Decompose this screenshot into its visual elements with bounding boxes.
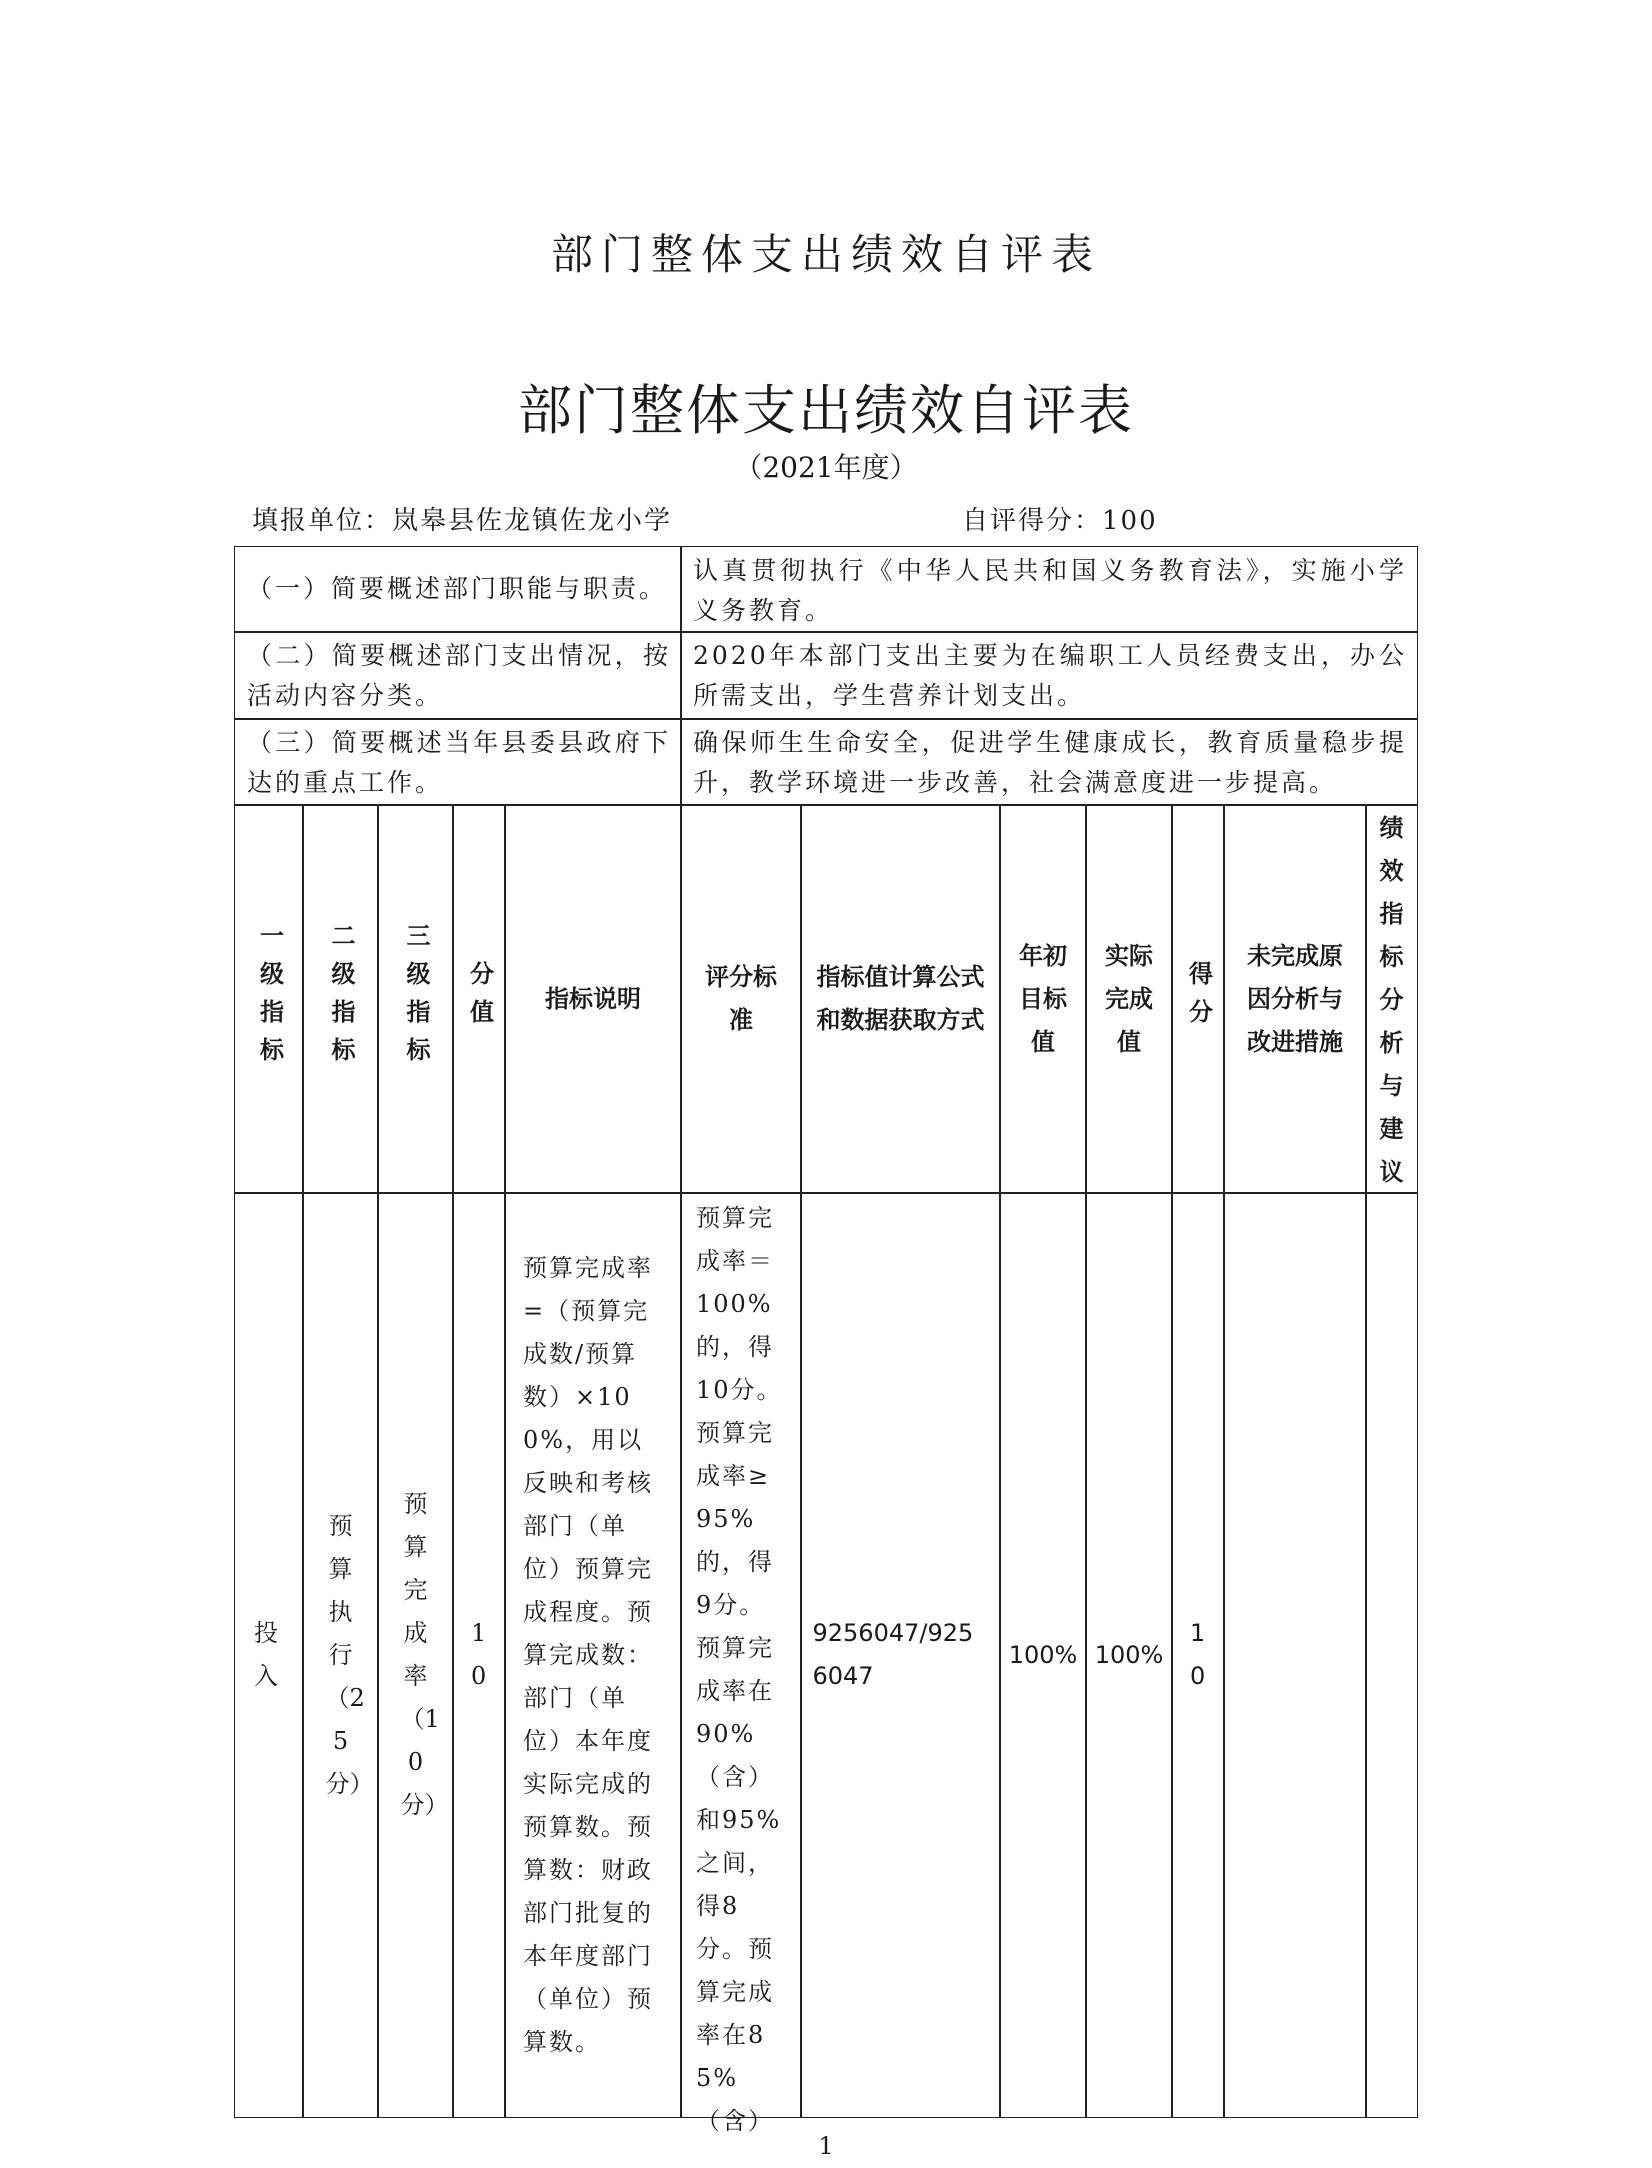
header-target-text: 年初目标值 — [1019, 941, 1067, 1056]
header-score-value-text: 分值 — [465, 961, 494, 1037]
header-level1 — [234, 804, 304, 1194]
document-title: 部门整体支出绩效自评表 — [518, 379, 1134, 442]
row-level3 — [377, 1192, 454, 2118]
self-score: 自评得分：100 — [962, 506, 1158, 536]
summary-content-cell — [680, 631, 1418, 720]
row-target-text: 100% — [1008, 1640, 1078, 1669]
row-actual — [1085, 1192, 1173, 2118]
document-year: （2021年度） — [734, 451, 918, 484]
row-level2 — [302, 1192, 379, 2118]
header-level2 — [302, 804, 379, 1194]
row-target — [999, 1192, 1087, 2118]
row-score-text: 10 — [1190, 1619, 1206, 1690]
fill-unit: 填报单位：岚皋县佐龙镇佐龙小学 — [252, 506, 673, 536]
summary-label-cell — [234, 546, 682, 633]
row-formula-text: 9256047/9256047 — [812, 1619, 974, 1690]
row-criteria — [680, 1192, 802, 2135]
row-level3-text: 预算完成率（10分） — [400, 1490, 449, 1819]
page-header: 部门整体支出绩效自评表 — [550, 230, 1101, 279]
header-formula — [800, 804, 1001, 1194]
header-score-value — [452, 804, 506, 1194]
summary-label: （三）简要概述当年县委县政府下达的重点工作。 — [247, 728, 671, 797]
row-actual-text: 100% — [1094, 1640, 1164, 1669]
header-level1-text: 一级指标 — [255, 923, 284, 1075]
header-reason — [1223, 804, 1367, 1194]
header-score — [1171, 804, 1225, 1194]
header-level3-text: 三级指标 — [402, 923, 430, 1075]
row-score-value-text: 10 — [471, 1619, 487, 1690]
summary-label-cell — [234, 631, 682, 720]
header-formula-text: 指标值计算公式和数据获取方式 — [816, 963, 985, 1034]
header-analysis — [1365, 804, 1418, 1194]
evaluation-table — [234, 546, 1418, 2135]
header-description-text: 指标说明 — [545, 984, 641, 1013]
header-score-text: 得分 — [1184, 961, 1213, 1037]
summary-label: （二）简要概述部门支出情况，按活动内容分类。 — [247, 641, 671, 710]
summary-content-cell — [680, 546, 1418, 633]
row-score — [1171, 1192, 1225, 2118]
row-description-text: 预算完成率=（预算完成数/预算数）×100%，用以反映和考核部门（单位）预算完成程度。预算完成数：部门（单位）本年度实际完成的预算数。预算数：财政部门批复的本年度部门（单位）预算数。 — [523, 1253, 653, 2056]
header-target — [999, 804, 1087, 1194]
header-actual — [1085, 804, 1173, 1194]
header-reason-text: 未完成原因分析与改进措施 — [1247, 941, 1343, 1056]
summary-content: 认真贯彻执行《中华人民共和国义务教育法》，实施小学义务教育。 — [693, 556, 1407, 625]
header-criteria-text: 评分标准 — [705, 963, 777, 1034]
row-level2-text: 预算执行（25分） — [325, 1511, 374, 1798]
header-actual-text: 实际完成值 — [1105, 941, 1153, 1056]
row-level1-text: 投入 — [254, 1619, 278, 1690]
row-description — [504, 1192, 682, 2118]
header-description — [504, 804, 682, 1194]
header-criteria — [680, 804, 802, 1194]
page-number: 1 — [818, 2132, 834, 2160]
row-formula — [800, 1192, 1001, 2118]
row-reason — [1223, 1192, 1367, 2118]
summary-content: 确保师生生命安全，促进学生健康成长，教育质量稳步提升，教学环境进一步改善，社会满意度进一步提高。 — [693, 728, 1407, 797]
row-criteria-text: 预算完成率＝100%的，得10分。预算完成率≥95%的，得9分。预算完成率在90%（含）和95%之间，得8分。预算完成率在85%（含） — [696, 1204, 783, 2135]
header-analysis-text: 绩效指标分析与建议 — [1379, 814, 1404, 1186]
summary-label-cell — [234, 718, 682, 806]
summary-label: （一）简要概述部门职能与职责。 — [247, 574, 668, 603]
header-level3 — [377, 804, 454, 1194]
row-score-value — [452, 1192, 506, 2118]
header-level2-text: 二级指标 — [327, 923, 355, 1075]
summary-content: 2020年本部门支出主要为在编职工人员经费支出，办公所需支出，学生营养计划支出。 — [693, 641, 1407, 710]
summary-content-cell — [680, 718, 1418, 806]
row-level1 — [234, 1192, 304, 2118]
row-analysis — [1365, 1192, 1418, 2118]
